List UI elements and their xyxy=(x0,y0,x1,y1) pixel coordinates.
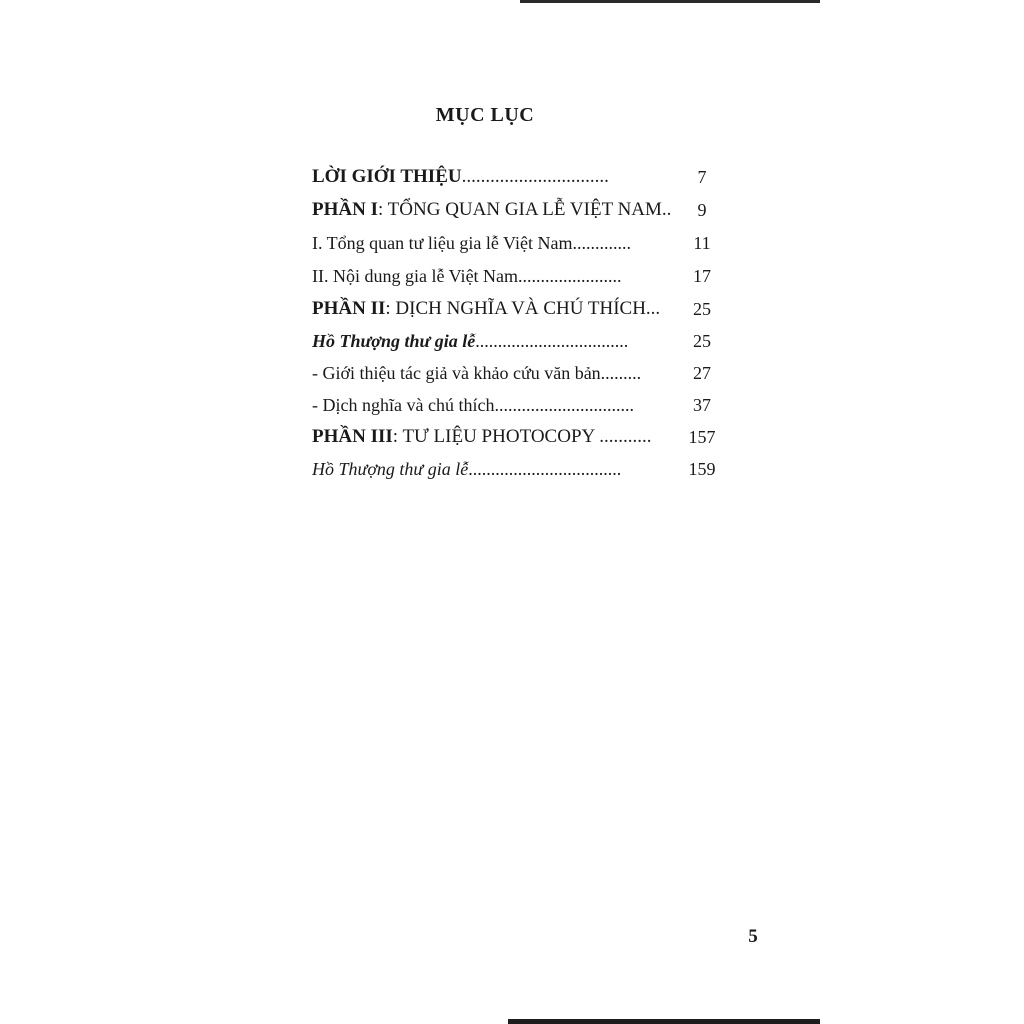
page-bottom-edge xyxy=(508,1019,820,1024)
toc-entry-label: II. Nội dung gia lễ Việt Nam....................... xyxy=(312,266,622,286)
toc-entry-label: I. Tổng quan tư liệu gia lễ Việt Nam............. xyxy=(312,233,631,253)
page-number: 5 xyxy=(748,926,758,947)
toc-entry-dich-nghia[interactable] xyxy=(312,390,730,420)
toc-entry-page: 11 xyxy=(693,233,711,253)
toc-entry-label: PHẦN I: TỔNG QUAN GIA LỄ VIỆT NAM.. xyxy=(312,199,672,220)
page-top-edge xyxy=(520,0,820,3)
toc-entry-page: 37 xyxy=(693,395,711,415)
toc-entry-page: 7 xyxy=(697,167,707,187)
toc-entry-phan-1[interactable] xyxy=(312,195,730,225)
toc-entry-ho-thuong-thu-gia-le[interactable] xyxy=(312,326,730,356)
toc-entry-page: 9 xyxy=(697,200,707,220)
toc-entry-noi-dung[interactable] xyxy=(312,261,730,291)
toc-entry-label: Hồ Thượng thư gia lễ.................................. xyxy=(312,331,629,351)
toc-entry-page: 25 xyxy=(693,331,711,351)
toc-entry-page: 17 xyxy=(693,266,711,286)
toc-entry-ho-thuong-thu-gia-le-photocopy[interactable] xyxy=(312,454,730,484)
toc-entry-label: Hồ Thượng thư gia lễ.................................. xyxy=(312,459,622,479)
toc-entry-page: 157 xyxy=(688,427,716,447)
toc-entry-gioi-thieu-tac-gia[interactable] xyxy=(312,358,730,388)
toc-entry-loi-gioi-thieu[interactable] xyxy=(312,162,730,192)
toc-entry-tong-quan-tu-lieu[interactable] xyxy=(312,228,730,258)
toc-entry-label: PHẦN II: DỊCH NGHĨA VÀ CHÚ THÍCH... xyxy=(312,298,661,319)
toc-entry-label: - Giới thiệu tác giả và khảo cứu văn bản......... xyxy=(312,363,642,383)
toc-entry-label: PHẦN III: TƯ LIỆU PHOTOCOPY ........... xyxy=(312,426,652,447)
toc-entry-label: LỜI GIỚI THIỆU............................... xyxy=(312,166,609,187)
toc-entry-phan-2[interactable] xyxy=(312,294,730,324)
toc-entry-page: 25 xyxy=(693,299,711,319)
toc-entry-phan-3[interactable] xyxy=(312,422,730,452)
toc-entry-page: 27 xyxy=(693,363,711,383)
toc-heading: MỤC LỤC xyxy=(435,104,535,126)
toc-entry-page: 159 xyxy=(688,459,716,479)
toc-entry-label: - Dịch nghĩa và chú thích............................... xyxy=(312,395,634,415)
